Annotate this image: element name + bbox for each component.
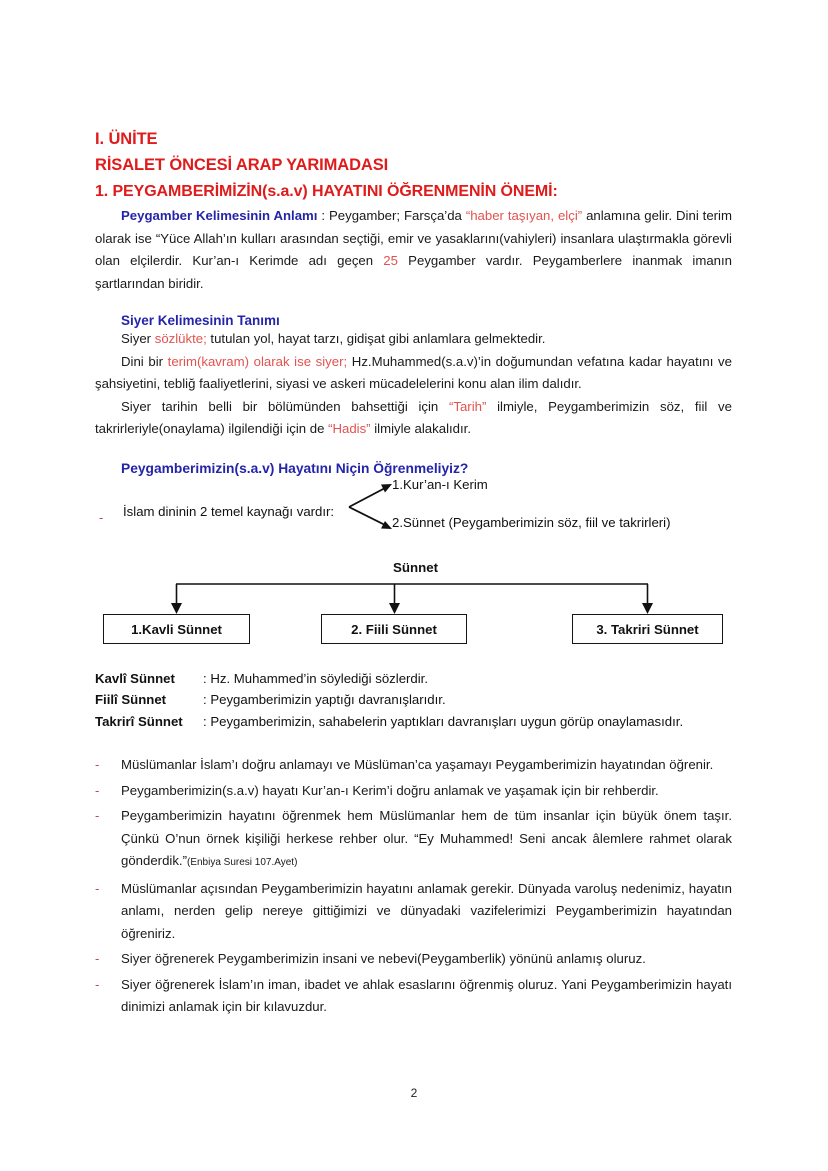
paragraph-siyer-3 bbox=[95, 396, 732, 441]
definition-row bbox=[95, 668, 732, 690]
bullet-item bbox=[95, 948, 732, 971]
definition-desc: : Peygamberimizin, sahabelerin yaptıkları davranışları uygun görüp onaylamasıdır. bbox=[203, 713, 684, 729]
bullet-dash: - bbox=[95, 880, 100, 896]
siyer-1-a: Siyer bbox=[121, 331, 155, 346]
source-item-2: 2.Sünnet (Peygamberimizin söz, fiil ve takrirleri) bbox=[392, 514, 671, 530]
bullet-text-with-citation bbox=[121, 805, 732, 875]
bullet-text: Müslümanlar İslam’ı doğru anlamayı ve Müslüman’ca yaşamayı Peygamberimizin hayatından öğrenir. bbox=[121, 757, 714, 772]
definition-term: Takrirî Sünnet bbox=[95, 713, 183, 729]
definition-desc: : Peygamberimizin yaptığı davranışlarıdır. bbox=[203, 692, 446, 707]
bullet-item bbox=[95, 780, 732, 803]
peygamber-text-2: anlamına gelir. Dini terim olarak ise “Yüce Allah’ın kulları arasından seçtiği, emir ve yasaklarını(vahiyleri) insanlara ulaştırmakla görevli olan elçilerdir. Kur’an-ı Kerimde adı geçen bbox=[95, 208, 732, 268]
peygamber-count: 25 bbox=[383, 253, 398, 268]
siyer-2-red: terim(kavram) olarak ise siyer; bbox=[167, 353, 348, 369]
sources-dash: - bbox=[99, 509, 104, 525]
siyer-3-red-hadis: “Hadis” bbox=[328, 421, 371, 436]
flowchart-title bbox=[95, 560, 732, 575]
bullet-dash: - bbox=[95, 782, 100, 798]
bullet-text: Peygamberimizin(s.a.v) hayatı Kur’an-ı Kerim’i doğru anlamak ve yaşamak için bir rehberdir. bbox=[121, 782, 659, 798]
why-learn-heading: Peygamberimizin(s.a.v) Hayatını Niçin Öğrenmeliyiz? bbox=[121, 460, 469, 476]
flowchart-box-2: 2. Fiili Sünnet bbox=[321, 614, 467, 644]
unit-heading: I. ÜNİTE bbox=[95, 130, 158, 148]
bullet-dash: - bbox=[95, 757, 100, 772]
sources-diagram bbox=[95, 476, 732, 542]
peygamber-colon: : bbox=[317, 208, 329, 223]
sources-lead-text: İslam dininin 2 temel kaynağı vardır: bbox=[123, 503, 335, 519]
siyer-heading: Siyer Kelimesinin Tanımı bbox=[121, 313, 280, 328]
paragraph-siyer-2 bbox=[95, 351, 732, 396]
flowchart-box-3: 3. Takriri Sünnet bbox=[572, 614, 723, 644]
siyer-3-b: ilmiyle, Peygamberimizin söz, fiil ve takrirleriyle(onaylama) ilgilendiği için de bbox=[95, 398, 732, 436]
page-number: 2 bbox=[410, 1086, 418, 1100]
bullet-item bbox=[95, 805, 732, 875]
bullet-text: Siyer öğrenerek İslam’ın iman, ibadet ve ahlak esaslarını öğrenmiş oluruz. Yani Peygamberimizin hayatı dinimizi anlamak için bir kılavuzdur. bbox=[121, 976, 732, 1014]
peygamber-red-1: “haber taşıyan, elçi” bbox=[465, 208, 583, 223]
peygamber-label: Peygamber Kelimesinin Anlamı bbox=[121, 208, 318, 223]
definitions-list bbox=[95, 668, 732, 733]
bullet-text: Siyer öğrenerek Peygamberimizin insani ve nebevi(Peygamberlik) yönünü anlamış oluruz. bbox=[121, 951, 646, 966]
bullet-item bbox=[95, 974, 732, 1019]
bullet-dash: - bbox=[95, 808, 100, 823]
peygamber-text-1: Peygamber; Farsça’da bbox=[328, 208, 466, 223]
bullet-item bbox=[95, 754, 732, 777]
peygamber-text-3: Peygamber vardır. Peygamberlere inanmak imanın şartlarından biridir. bbox=[95, 253, 732, 291]
flowchart-box-1: 1.Kavli Sünnet bbox=[103, 614, 250, 644]
flowchart-title-text: Sünnet bbox=[392, 559, 439, 575]
sunnet-flowchart bbox=[95, 560, 732, 656]
definition-desc: : Hz. Muhammed’in söylediği sözlerdir. bbox=[203, 670, 429, 686]
bullet-list bbox=[95, 754, 732, 1019]
siyer-2-b: Hz.Muhammed(s.a.v)’in doğumundan vefatına kadar hayatını ve şahsiyetini, tebliğ faaliyetlerini, siyasi ve askeri mücadelelerini konu alan ilim dalıdır. bbox=[95, 353, 732, 391]
paragraph-peygamber-anlami bbox=[95, 205, 732, 295]
quran-citation: (Enbiya Suresi 107.Ayet) bbox=[186, 857, 298, 868]
definition-term: Fiilî Sünnet bbox=[95, 692, 167, 707]
siyer-3-a: Siyer tarihin belli bir bölümünden bahsettiği için bbox=[121, 398, 449, 414]
paragraph-siyer-1 bbox=[95, 328, 732, 351]
siyer-1-b: tutulan yol, hayat tarzı, gidişat gibi anlamlara gelmektedir. bbox=[206, 331, 546, 346]
document-content bbox=[95, 126, 732, 1022]
bullet-dash: - bbox=[95, 976, 100, 992]
siyer-3-c: ilmiyle alakalıdır. bbox=[370, 421, 471, 436]
definition-row bbox=[95, 711, 732, 733]
unit-title: RİSALET ÖNCESİ ARAP YARIMADASI bbox=[95, 156, 389, 174]
bullet-text: Müslümanlar açısından Peygamberimizin hayatını anlamak gerekir. Dünyada varoluş nedenimiz, hayatın anlamı, nerden gelip nereye gittiğimizi ve dünyadaki vazifelerimizi Peygamberimizin hayatından öğreniriz. bbox=[121, 880, 732, 941]
siyer-3-red-tarih: “Tarih” bbox=[448, 398, 487, 414]
siyer-1-red: sözlükte; bbox=[154, 331, 207, 346]
bullet-dash: - bbox=[95, 951, 100, 966]
section-heading: 1. PEYGAMBERİMİZİN(s.a.v) HAYATINI ÖĞRENMENİN ÖNEMİ: bbox=[95, 183, 558, 200]
siyer-2-a: Dini bir bbox=[121, 353, 168, 369]
definition-row bbox=[95, 689, 732, 711]
source-item-1: 1.Kur’an-ı Kerim bbox=[392, 476, 488, 492]
definition-term: Kavlî Sünnet bbox=[95, 670, 175, 686]
bullet-item bbox=[95, 878, 732, 946]
bullet-text: Peygamberimizin hayatını öğrenmek hem Müslümanlar hem de tüm insanlar için büyük önem taşır. Çünkü O’nun örnek kişiliği herkese rehber olur. “Ey Muhammed! Seni ancak âlemlere rahmet olarak gönderdik.” bbox=[121, 808, 732, 868]
